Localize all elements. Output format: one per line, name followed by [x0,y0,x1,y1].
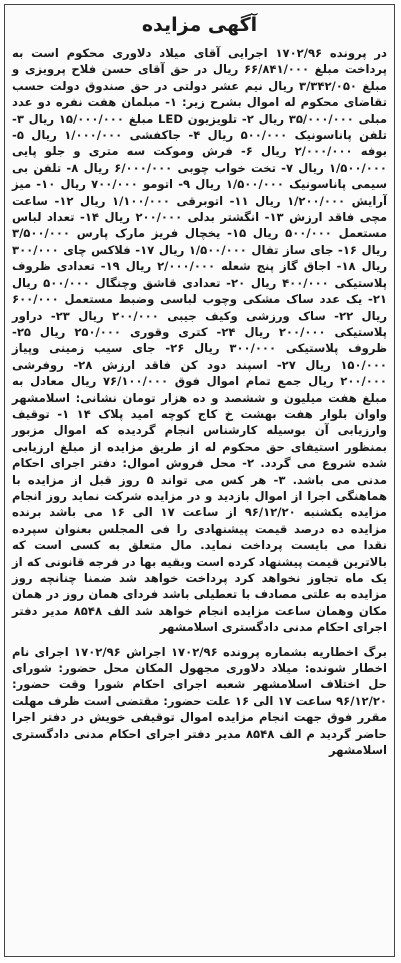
auction-notice [4,4,395,957]
summons-paragraph: برگ اخطاریه بشماره پرونده ۱۷۰۲/۹۶ اجراش ۱۷۰۲/۹۶ اجرای نام اخطار شونده: میلاد دلاوری مجهول المکان محل حضور: شورای حل اختلاف اسلامشهر شعبه اجرای احکام شورا وقت حضور: ۹۶/۱۲/۲۰ ساعت ۱۷ الی ۱۶ علت حضور: مقتضی است ظرف مهلت مقرر فوق جهت انجام مزایده اموال توقیفی خویش در دفتر اجرا حاضر گردید م الف ۸۵۴۸ مدیر دفتر اجرای احکام مدنی دادگستری اسلامشهر [12,644,388,758]
paragraph-divider [12,636,387,644]
notice-title: آگهی مزایده [141,14,258,36]
notice-body-paragraph: در پرونده ۱۷۰۲/۹۶ اجرایی آقای میلاد دلاوری محکوم است به پرداخت مبلغ ۶۶/۸۴۱/۰۰۰ ریال در حق آقای حسن فلاح پرویزی و مبلغ ۳/۳۴۲/۰۵۰ ریال نیم عشر دولتی در حق صندوق دولت حسب تقاضای محکوم له اموال بشرح زیر: ۱- مبلمان هفت نفره دو عدد مبلی ۳۵/۰۰۰/۰۰۰ ریال ۲- تلویزیون LED مبلغ ۱۵/۰۰۰/۰۰۰ ریال ۳- تلفن پاناسونیک ۵۰۰/۰۰۰ ریال ۴- جاکفشی ۱/۰۰۰/۰۰۰ ریال ۵- بوفه ۲/۰۰۰/۰۰۰ ریال ۶- فرش وموکت سه متری و جلو پایی ۱/۵۰۰/۰۰۰ ریال ۷- تخت خواب چوبی ۶/۰۰۰/۰۰۰ ریال ۸- تلفن بی سیمی پاناسونیک ۱/۵۰۰/۰۰۰ ریال ۹- اتومو ۷۰۰/۰۰۰ ریال ۱۰- میز آرایش ۱/۲۰۰/۰۰۰ ریال ۱۱- اتوبرقی ۱/۱۰۰/۰۰۰ ریال ۱۲- ساعت مچی فاقد ارزش ۱۳- انگشتر بدلی ۲۰۰/۰۰۰ ریال ۱۴- تعداد لباس مستعمل ۵۰۰/۰۰۰ ریال ۱۵- یخچال فریز مارک پارس ۳/۵۰۰/۰۰۰ ریال ۱۶- جای ساز تفال ۱/۵۰۰/۰۰۰ ریال ۱۷- فلاکس چای ۳۰۰/۰۰۰ ریال ۱۸- اجاق گاز پنج شعله ۲/۰۰۰/۰۰۰ ریال ۱۹- تعدادی ظروف پلاستیکی ۴۰۰/۰۰۰ ریال ۲۰- تعدادی قاشق وچنگال ۵۰۰/۰۰۰ ریال ۲۱- یک عدد ساک مشکی وچوب لباسی وضبط مستعمل ۶۰۰/۰۰۰ ریال ۲۲- ساک ورزشی وکیف جیبی ۲۰۰/۰۰۰ ریال ۲۳- دراور پلاستیکی ۲۰۰/۰۰۰ ریال ۲۴- کتری وقوری ۲۵۰/۰۰۰ ریال ۲۵- ظروف پلاستیکی ۳۰۰/۰۰۰ ریال ۲۶- جای سیب زمینی وپیاز ۱۵۰/۰۰۰ ریال ۲۷- اسپند دود کن فاقد ارزش ۲۸- روفرشی ۲۰۰/۰۰۰ ریال جمع تمام اموال فوق ۷۶/۱۰۰/۰۰۰ ریال معادل به مبلغ هفت میلیون و ششصد و ده هزار تومان نشانی: اسلامشهر واوان بلوار هفت بهشت خ کاج کوچه امید پلاک ۱۴ ۱- توقیف وارزیابی آن بوسیله کارشناس انجام گردیده که اموال مزبور بمنظور استیفای حق محکوم له از طریق مزایده از مبلغ ارزیابی شده شروع می گردد. ۲- محل فروش اموال: دفتر اجرای احکام مدنی می باشد. ۳- هر کس می تواند ۵ روز قبل از مزایده با هماهنگی اجرا از اموال بازدید و در مزایده شرکت نماید روز انجام مزایده یکشنبه ۹۶/۱۲/۲۰ از ساعت ۱۷ الی ۱۶ می باشد برنده مزایده ده درصد قیمت پیشنهادی را فی المجلس بعنوان سپرده نقدا می بایست پرداخت نماید. مال متعلق به کسی است که بالاترین قیمت پیشنهاد کرده است وبقیه بها در فرجه قانونی که از یک ماه تجاوز نخواهد کرد پرداخت خواهد شد ضمنا چنانچه روز مزایده به علتی مصادف با تعطیلی باشد فردای همان روز در همان مکان وهمان ساعت مزایده انجام خواهد شد الف ۸۵۴۸ مدیر دفتر اجرای احکام مدنی دادگستری اسلامشهر [12,46,388,635]
